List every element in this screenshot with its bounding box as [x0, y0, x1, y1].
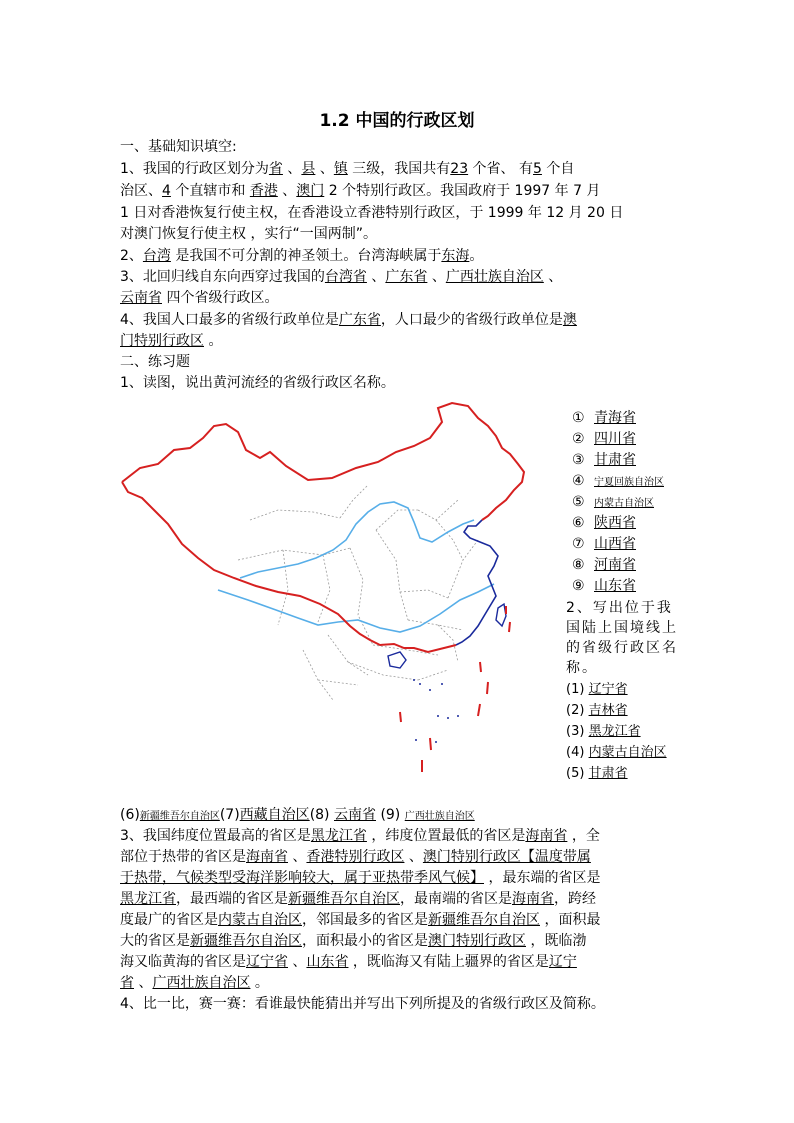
answer: 云南省 — [120, 290, 162, 306]
answer: 门特别行政区 — [120, 333, 204, 349]
answer: 香港 — [249, 183, 278, 199]
q2-answers-more: (6)新疆维吾尔自治区(7)西藏自治区(8) 云南省 (9) 广西壮族自治区 — [120, 807, 475, 823]
answer: 黑龙江省 — [120, 891, 176, 907]
yangtze-river — [218, 584, 494, 632]
s2-q4: 4、比一比，赛一赛：看谁最快能猜出并写出下列所提及的省级行政区及简称。 — [120, 996, 605, 1012]
answer: 东海 — [441, 248, 470, 264]
answer: 内蒙古自治区 — [218, 912, 302, 928]
answer: 于热带，气候类型受海洋影响较大，属于亚热带季风气候】 — [120, 870, 484, 886]
answer: 省 — [268, 161, 283, 177]
answer: 广东省 — [338, 312, 381, 328]
q2-answer: (2) 吉林省 — [566, 703, 628, 718]
answer: 澳门特别行政区【温度带属 — [422, 849, 591, 865]
answer: 海南省 — [525, 828, 568, 844]
coastline — [456, 520, 498, 645]
legend-item: ⑨ 山东省 — [572, 578, 636, 594]
section2-heading: 二、练习题 — [120, 354, 190, 370]
answer: 山东省 — [306, 954, 349, 970]
section1-heading: 一、基础知识填空: — [120, 139, 237, 155]
q3-line1: 3、北回归线自东向西穿过我国的台湾省 、广东省 、广西壮族自治区 、 — [120, 269, 563, 285]
china-map — [118, 400, 566, 785]
answer: 海南省 — [512, 891, 554, 907]
answer: 新疆维吾尔自治区 — [190, 933, 302, 949]
answer: 辽宁省 — [246, 954, 288, 970]
s2-q3-line6: 大的省区是新疆维吾尔自治区，面积最小的省区是澳门特别行政区 ，既临渤 — [120, 933, 587, 949]
legend-item: ⑧ 河南省 — [572, 557, 636, 573]
south-sea-islands — [413, 679, 459, 743]
legend-item: ⑥ 陕西省 — [572, 515, 636, 531]
s2-q3-line3: 于热带，气候类型受海洋影响较大，属于亚热带季风气候】 ，最东端的省区是 — [120, 870, 601, 886]
answer: 新疆维吾尔自治区 — [428, 912, 540, 928]
q1-line1: 1、我国的行政区划分为省 、县 、镇 三级，我国共有23 个省、 有5 个自 — [120, 161, 575, 177]
s2-q3-line8: 省 、广西壮族自治区 。 — [120, 975, 269, 991]
answer: 澳门特别行政区 — [428, 933, 526, 949]
south-sea-dashes — [400, 606, 510, 772]
s2-q3-line7: 海又临黄海的省区是辽宁省 、山东省 ，既临海又有陆上疆界的省区是辽宁 — [120, 954, 577, 970]
q4-line1: 4、我国人口最多的省级行政单位是广东省，人口最少的省级行政单位是澳 — [120, 312, 577, 328]
land-border — [122, 403, 524, 652]
s2-q3-line5: 度最广的省区是内蒙古自治区，邻国最多的省区是新疆维吾尔自治区 ，面积最 — [120, 912, 601, 928]
answer: 省 — [120, 975, 134, 991]
answer: 23 — [450, 161, 469, 177]
q3-line2: 云南省 四个省级行政区。 — [120, 290, 279, 306]
q1-line4: 对澳门恢复行使主权 ，实行“一国两制”。 — [120, 226, 377, 242]
answer: 镇 — [333, 161, 348, 177]
hainan-island — [388, 652, 406, 668]
answer: 县 — [301, 161, 316, 177]
legend-item: ④ 宁夏回族自治区 — [572, 473, 664, 489]
q2-line: 2、台湾 是我国不可分割的神圣领土。台湾海峡属于东海。 — [120, 248, 484, 264]
legend-item: ① 青海省 — [572, 410, 636, 426]
q2-answer: (5) 甘肃省 — [566, 766, 628, 781]
province-boundaries — [238, 485, 478, 700]
yellow-river — [240, 502, 474, 578]
answer: 台湾 — [142, 248, 171, 264]
answer: 新疆维吾尔自治区 — [288, 891, 400, 907]
legend-item: ③ 甘肃省 — [572, 452, 636, 468]
answer: 澳 — [562, 312, 577, 328]
answer: 台湾省 — [324, 269, 367, 285]
q1-line2: 治区、4 个直辖市和 香港 、澳门 2 个特别行政区。我国政府于 1997 年 7 月 — [120, 183, 601, 199]
answer: 辽宁 — [548, 954, 577, 970]
page-title: 1.2 中国的行政区划 — [319, 111, 475, 131]
answer: 香港特别行政区 — [306, 849, 405, 865]
q2-answer: (3) 黑龙江省 — [566, 724, 641, 739]
s2-q2: 2、写出位于我国陆上国境线上的省级行政区名称。 — [566, 600, 678, 676]
answer: 广东省 — [385, 269, 428, 285]
q1-line3: 1 日对香港恢复行使主权，在香港设立香港特别行政区，于 1999 年 12 月 20 日 — [120, 205, 624, 221]
answer: 澳门 — [296, 183, 325, 199]
taiwan-island — [496, 604, 506, 626]
answer: 黑龙江省 — [310, 828, 367, 844]
q4-line2: 门特别行政区 。 — [120, 333, 223, 349]
s2-q3-line2: 部位于热带的省区是海南省 、香港特别行政区 、澳门特别行政区【温度带属 — [120, 849, 591, 865]
answer: 广西壮族自治区 — [152, 975, 251, 991]
s2-q3-line4: 黑龙江省，最西端的省区是新疆维吾尔自治区，最南端的省区是海南省，跨经 — [120, 891, 596, 907]
legend-item: ② 四川省 — [572, 431, 636, 447]
s2-q3-line1: 3、我国纬度位置最高的省区是黑龙江省 ，纬度位置最低的省区是海南省 ，全 — [120, 828, 600, 844]
answer: 5 — [533, 161, 542, 177]
answer: 4 — [162, 183, 171, 199]
legend-item: ⑦ 山西省 — [572, 536, 636, 552]
q2-answer: (4) 内蒙古自治区 — [566, 745, 667, 760]
answer: 海南省 — [246, 849, 288, 865]
legend-item: ⑤ 内蒙古自治区 — [572, 494, 654, 510]
answer: 广西壮族自治区 — [445, 269, 544, 285]
q2-answer: (1) 辽宁省 — [566, 682, 628, 697]
s2-q1: 1、读图，说出黄河流经的省级行政区名称。 — [120, 375, 395, 391]
